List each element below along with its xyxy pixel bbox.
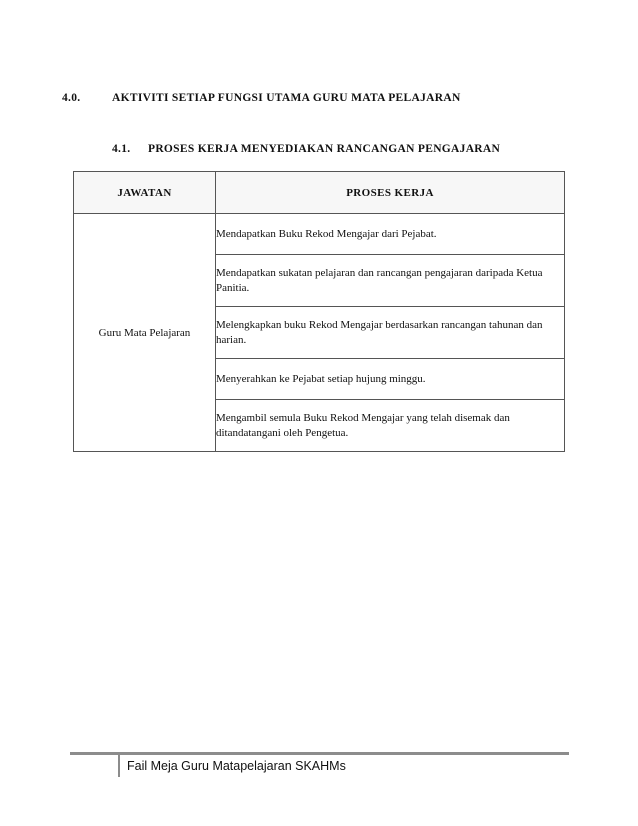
footer-divider <box>118 755 120 777</box>
process-table <box>73 171 565 452</box>
role-cell: Guru Mata Pelajaran <box>74 214 216 452</box>
section-title: AKTIVITI SETIAP FUNGSI UTAMA GURU MATA PELAJARAN <box>112 92 461 104</box>
header-jawatan: JAWATAN <box>74 172 216 214</box>
header-proses-kerja: PROSES KERJA <box>216 172 565 214</box>
footer-rule <box>70 752 569 755</box>
subsection-title: PROSES KERJA MENYEDIAKAN RANCANGAN PENGAJARAN <box>148 143 501 155</box>
table-row <box>74 214 565 255</box>
subsection-number: 4.1. <box>112 143 131 155</box>
process-step-5: Mengambil semula Buku Rekod Mengajar yang telah disemak dan ditandatangani oleh Pengetua. <box>216 400 565 452</box>
process-step-4: Menyerahkan ke Pejabat setiap hujung minggu. <box>216 359 565 400</box>
process-step-3: Melengkapkan buku Rekod Mengajar berdasarkan rancangan tahunan dan harian. <box>216 307 565 359</box>
process-step-1: Mendapatkan Buku Rekod Mengajar dari Pejabat. <box>216 214 565 255</box>
section-number: 4.0. <box>62 92 81 104</box>
table-header-row <box>74 172 565 214</box>
footer-text: Fail Meja Guru Matapelajaran SKAHMs <box>127 759 346 773</box>
process-step-2: Mendapatkan sukatan pelajaran dan rancangan pengajaran daripada Ketua Panitia. <box>216 255 565 307</box>
page-footer <box>70 752 569 778</box>
